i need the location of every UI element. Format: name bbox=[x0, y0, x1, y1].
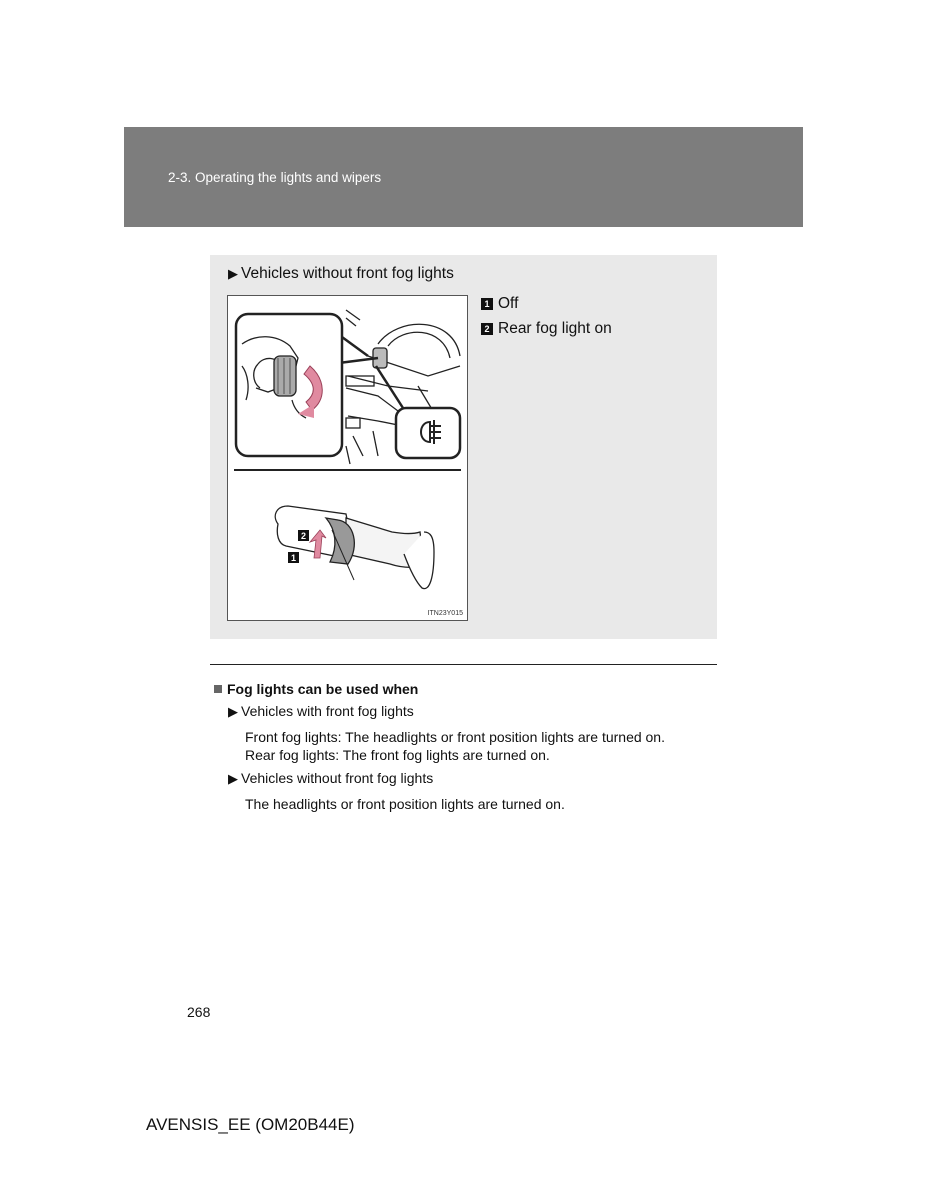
callout-2: 2 bbox=[300, 531, 307, 541]
callout-1: 1 bbox=[290, 553, 297, 563]
triangle-bullet-icon: ▶ bbox=[228, 771, 238, 786]
divider bbox=[210, 664, 717, 665]
note-line: The headlights or front position lights are turned on. bbox=[245, 796, 565, 812]
legend-item bbox=[481, 316, 612, 341]
legend bbox=[481, 291, 612, 341]
section-title: 2-3. Operating the lights and wipers bbox=[168, 170, 382, 185]
note-subheading bbox=[228, 770, 714, 787]
legend-label: Off bbox=[498, 294, 519, 312]
notes-heading bbox=[214, 681, 714, 697]
footer-model: AVENSIS_EE (OM20B44E) bbox=[146, 1115, 355, 1134]
note-line: Front fog lights: The headlights or front position lights are turned on. bbox=[245, 729, 665, 745]
legend-label: Rear fog light on bbox=[498, 319, 612, 337]
notes-section bbox=[214, 681, 714, 813]
note-line: Rear fog lights: The front fog lights are turned on. bbox=[245, 747, 550, 763]
square-bullet-icon bbox=[214, 685, 222, 693]
triangle-bullet-icon: ▶ bbox=[228, 704, 238, 719]
illustration bbox=[227, 295, 468, 621]
triangle-bullet-icon: ▶ bbox=[228, 266, 238, 281]
figure-code: ITN23Y015 bbox=[427, 610, 463, 617]
note-body bbox=[245, 728, 714, 764]
note-subheading-text: Vehicles with front fog lights bbox=[241, 703, 414, 719]
variant-heading bbox=[228, 265, 454, 283]
fog-switch-illustration bbox=[228, 296, 467, 620]
rear-fog-light-icon bbox=[396, 408, 460, 458]
number-badge-2: 2 bbox=[481, 323, 493, 335]
legend-item bbox=[481, 291, 612, 316]
notes-heading-text: Fog lights can be used when bbox=[227, 681, 419, 697]
info-panel bbox=[210, 255, 717, 639]
header-band bbox=[124, 127, 803, 227]
note-subheading bbox=[228, 703, 714, 720]
note-subheading-text: Vehicles without front fog lights bbox=[241, 770, 434, 786]
number-badge-1: 1 bbox=[481, 298, 493, 310]
note-body bbox=[245, 795, 714, 813]
variant-label: Vehicles without front fog lights bbox=[241, 265, 454, 282]
page-number: 268 bbox=[187, 1004, 211, 1020]
